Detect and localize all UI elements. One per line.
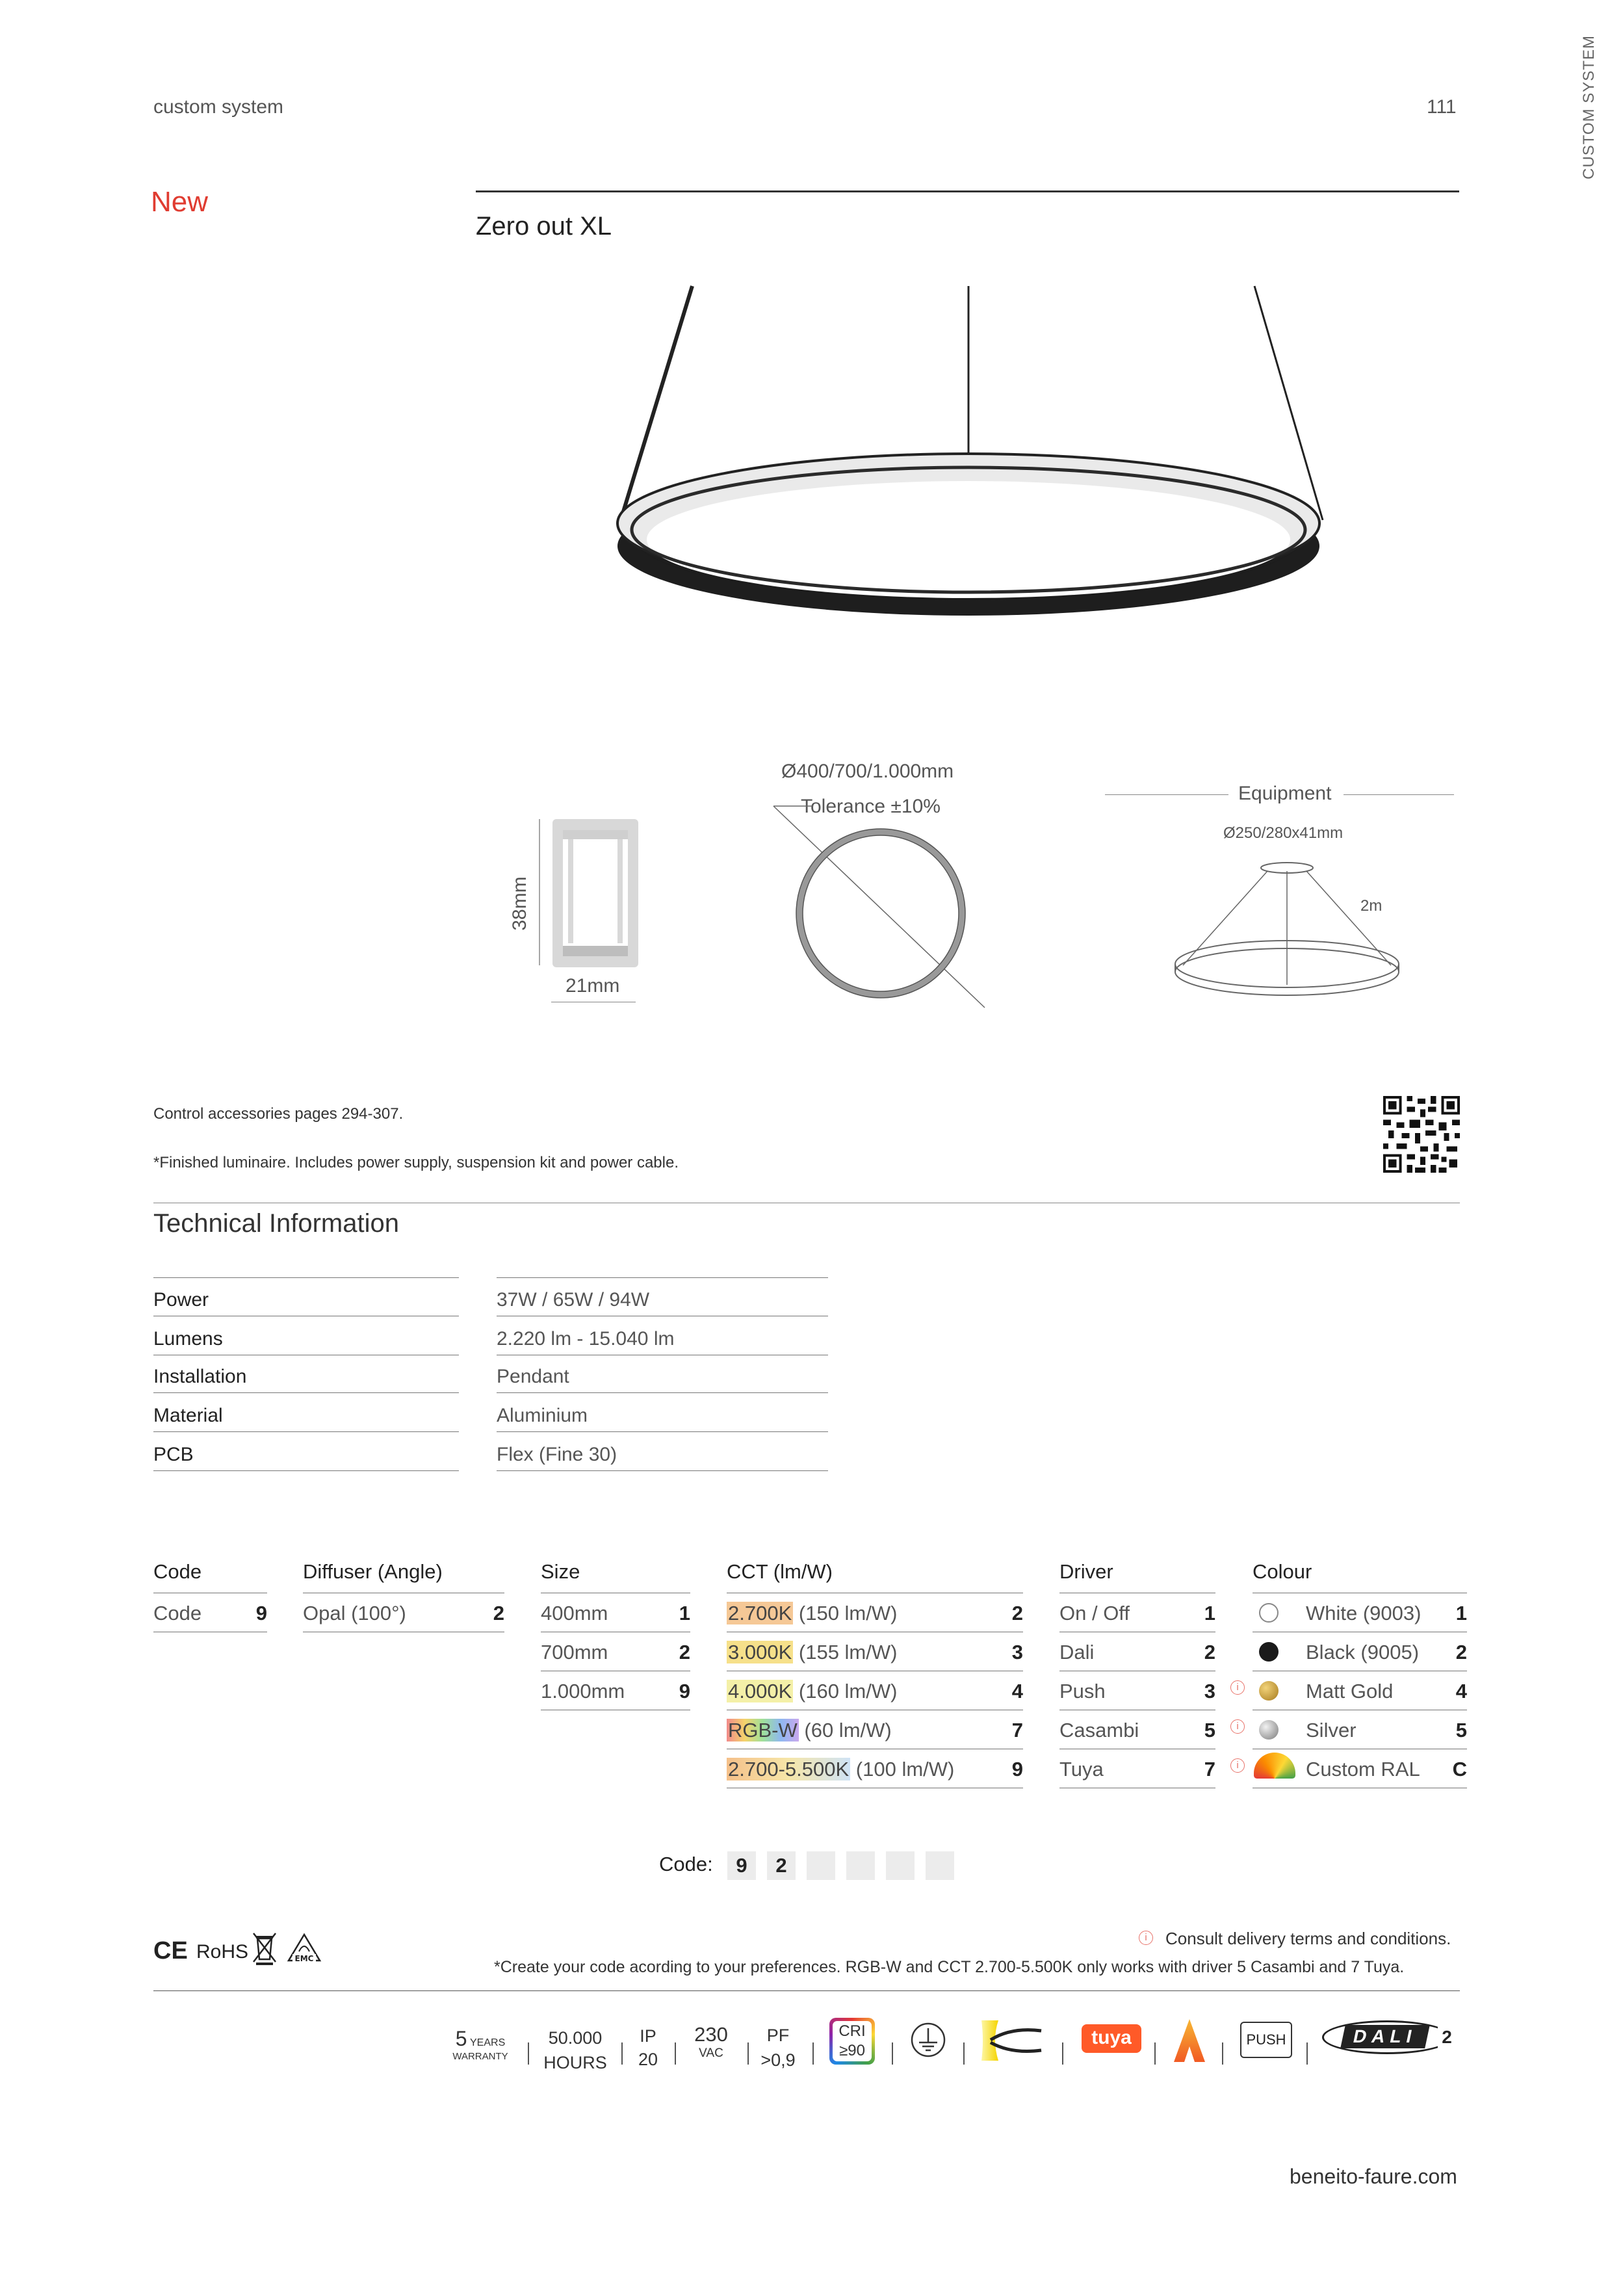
spec-row-installation: Installation Pendant — [153, 1354, 829, 1393]
tolerance-label: Tolerance ±10% — [801, 796, 941, 817]
cri-badge: CRI ≥90 — [829, 2018, 875, 2065]
info-icon[interactable]: i — [1230, 1758, 1245, 1773]
silver-swatch-icon — [1259, 1720, 1279, 1740]
badge-separator — [528, 2042, 529, 2065]
colour-option-white[interactable]: White (9003) 1 — [1253, 1593, 1467, 1632]
finished-note: *Finished luminaire. Includes power supply, suspension kit and power cable. — [153, 1154, 679, 1171]
cct-option-3000[interactable]: 3.000K (155 lm/W) 3 — [727, 1632, 1023, 1671]
diffuser-option[interactable]: Opal (100°) 2 — [303, 1593, 504, 1632]
badge-separator — [812, 2042, 814, 2065]
cct-highlight: 3.000K — [728, 1641, 792, 1663]
profile-drawing — [533, 816, 650, 972]
driver-option-dali[interactable]: Dali 2 — [1059, 1632, 1215, 1671]
info-icon[interactable]: i — [1230, 1719, 1245, 1734]
colour-option-silver[interactable]: Silver 5 — [1253, 1710, 1467, 1749]
equipment-label: Equipment — [1238, 783, 1332, 804]
emc-icon — [286, 1932, 322, 1964]
spec-row-pcb: PCB Flex (Fine 30) — [153, 1432, 829, 1471]
badge-separator — [747, 2042, 749, 2065]
profile-height: 38mm — [509, 876, 530, 931]
product-image — [559, 280, 1378, 657]
push-badge: PUSH — [1240, 2022, 1292, 2058]
driver-option-onoff[interactable]: On / Off 1 — [1059, 1593, 1215, 1632]
pf-badge: PF >0,9 — [760, 2026, 796, 2070]
title-rule — [476, 190, 1459, 192]
colour-option-custom-ral[interactable]: Custom RAL C — [1253, 1749, 1467, 1788]
diameter-drawing — [767, 793, 1001, 1014]
equipment-drawing — [1163, 848, 1410, 1004]
cct-highlight: 2.700-5.500K — [728, 1758, 850, 1781]
cct-option-2700[interactable]: 2.700K (150 lm/W) 2 — [727, 1593, 1023, 1632]
white-swatch-icon — [1259, 1603, 1279, 1623]
code-slot — [846, 1851, 875, 1880]
colour-header: Colour — [1253, 1560, 1312, 1583]
casambi-icon — [1173, 2018, 1206, 2063]
flex-led-icon — [979, 2014, 1044, 2066]
badge-separator — [1062, 2042, 1063, 2065]
code-builder-label: Code: — [659, 1853, 713, 1875]
code-slot — [886, 1851, 915, 1880]
profile-width: 21mm — [565, 975, 620, 997]
code-slot: 9 — [727, 1851, 756, 1880]
badge-separator — [1306, 2042, 1308, 2065]
cct-header: CCT (lm/W) — [727, 1560, 833, 1583]
code-slot — [926, 1851, 954, 1880]
rohs-mark: RoHS — [196, 1941, 249, 1963]
badge-separator — [1154, 2042, 1156, 2065]
size-header: Size — [541, 1560, 580, 1583]
hours-badge: 50.000 HOURS — [543, 2028, 607, 2072]
driver-header: Driver — [1059, 1560, 1113, 1583]
badge-separator — [1222, 2042, 1223, 2065]
spec-row-lumens: Lumens 2.220 lm - 15.040 lm — [153, 1316, 829, 1355]
cable-length: 2m — [1360, 897, 1383, 915]
svg-text:EMC: EMC — [294, 1954, 314, 1963]
product-name: Zero out XL — [476, 212, 612, 241]
ral-fan-icon — [1254, 1753, 1295, 1779]
section-label: custom system — [153, 96, 284, 118]
ground-icon — [910, 2022, 946, 2058]
colour-option-gold[interactable]: Matt Gold 4 — [1253, 1671, 1467, 1710]
equipment-size: Ø250/280x41mm — [1223, 824, 1344, 842]
code-header: Code — [153, 1560, 202, 1583]
cct-option-tunable[interactable]: 2.700-5.500K (100 lm/W) 9 — [727, 1749, 1023, 1788]
diameter-label: Ø400/700/1.000mm — [781, 761, 954, 782]
cct-option-4000[interactable]: 4.000K (160 lm/W) 4 — [727, 1671, 1023, 1710]
warranty-badge: 5 YEARS WARRANTY — [452, 2027, 508, 2062]
spec-row-power: Power 37W / 65W / 94W — [153, 1277, 829, 1316]
website-link[interactable]: beneito-faure.com — [1290, 2165, 1457, 2188]
equipment-rule-left — [1105, 794, 1228, 795]
page-number: 111 — [1427, 96, 1457, 118]
voltage-badge: 230 VAC — [694, 2023, 728, 2060]
qr-code[interactable] — [1383, 1096, 1460, 1173]
control-note: Control accessories pages 294-307. — [153, 1105, 404, 1123]
delivery-note: Consult delivery terms and conditions. — [1165, 1929, 1451, 1948]
spec-row-material: Material Aluminium — [153, 1393, 829, 1432]
info-icon: i — [1139, 1931, 1153, 1945]
black-swatch-icon — [1259, 1642, 1279, 1662]
cct-highlight: 2.700K — [728, 1602, 792, 1624]
code-slot — [807, 1851, 835, 1880]
badge-separator — [621, 2042, 623, 2065]
cct-option-rgbw[interactable]: RGB-W (60 lm/W) 7 — [727, 1710, 1023, 1749]
footer-rule — [153, 1990, 1460, 1991]
size-option-400[interactable]: 400mm 1 — [541, 1593, 690, 1632]
new-badge: New — [151, 186, 209, 218]
cct-highlight: RGB-W — [728, 1719, 798, 1742]
driver-option-casambi[interactable]: Casambi 5 — [1059, 1710, 1215, 1749]
technical-title: Technical Information — [153, 1209, 399, 1238]
driver-option-push[interactable]: Push 3 — [1059, 1671, 1215, 1710]
tuya-logo: tuya — [1082, 2024, 1141, 2053]
size-option-700[interactable]: 700mm 2 — [541, 1632, 690, 1671]
code-option[interactable]: Code 9 — [153, 1593, 267, 1632]
code-note: *Create your code acording to your preferences. RGB-W and CCT 2.700-5.500K only works with driver 5 Casambi and 7 Tuya. — [494, 1958, 1405, 1976]
dali-logo: DALI 2 — [1322, 2020, 1459, 2057]
info-icon[interactable]: i — [1230, 1680, 1245, 1695]
ce-mark: CE — [153, 1937, 188, 1964]
badge-separator — [963, 2042, 965, 2065]
ip-badge: IP 20 — [638, 2026, 658, 2069]
size-option-1000[interactable]: 1.000mm 9 — [541, 1671, 690, 1710]
diffuser-header: Diffuser (Angle) — [303, 1560, 443, 1583]
badge-separator — [892, 2042, 893, 2065]
equipment-rule-right — [1344, 794, 1454, 795]
driver-option-tuya[interactable]: Tuya 7 — [1059, 1749, 1215, 1788]
badge-separator — [675, 2042, 676, 2065]
weee-icon — [252, 1932, 277, 1966]
cct-highlight: 4.000K — [728, 1680, 792, 1702]
gold-swatch-icon — [1259, 1681, 1279, 1701]
side-tab: CUSTOM SYSTEM — [1580, 35, 1598, 179]
code-slot: 2 — [767, 1851, 796, 1880]
colour-option-black[interactable]: Black (9005) 2 — [1253, 1632, 1467, 1671]
